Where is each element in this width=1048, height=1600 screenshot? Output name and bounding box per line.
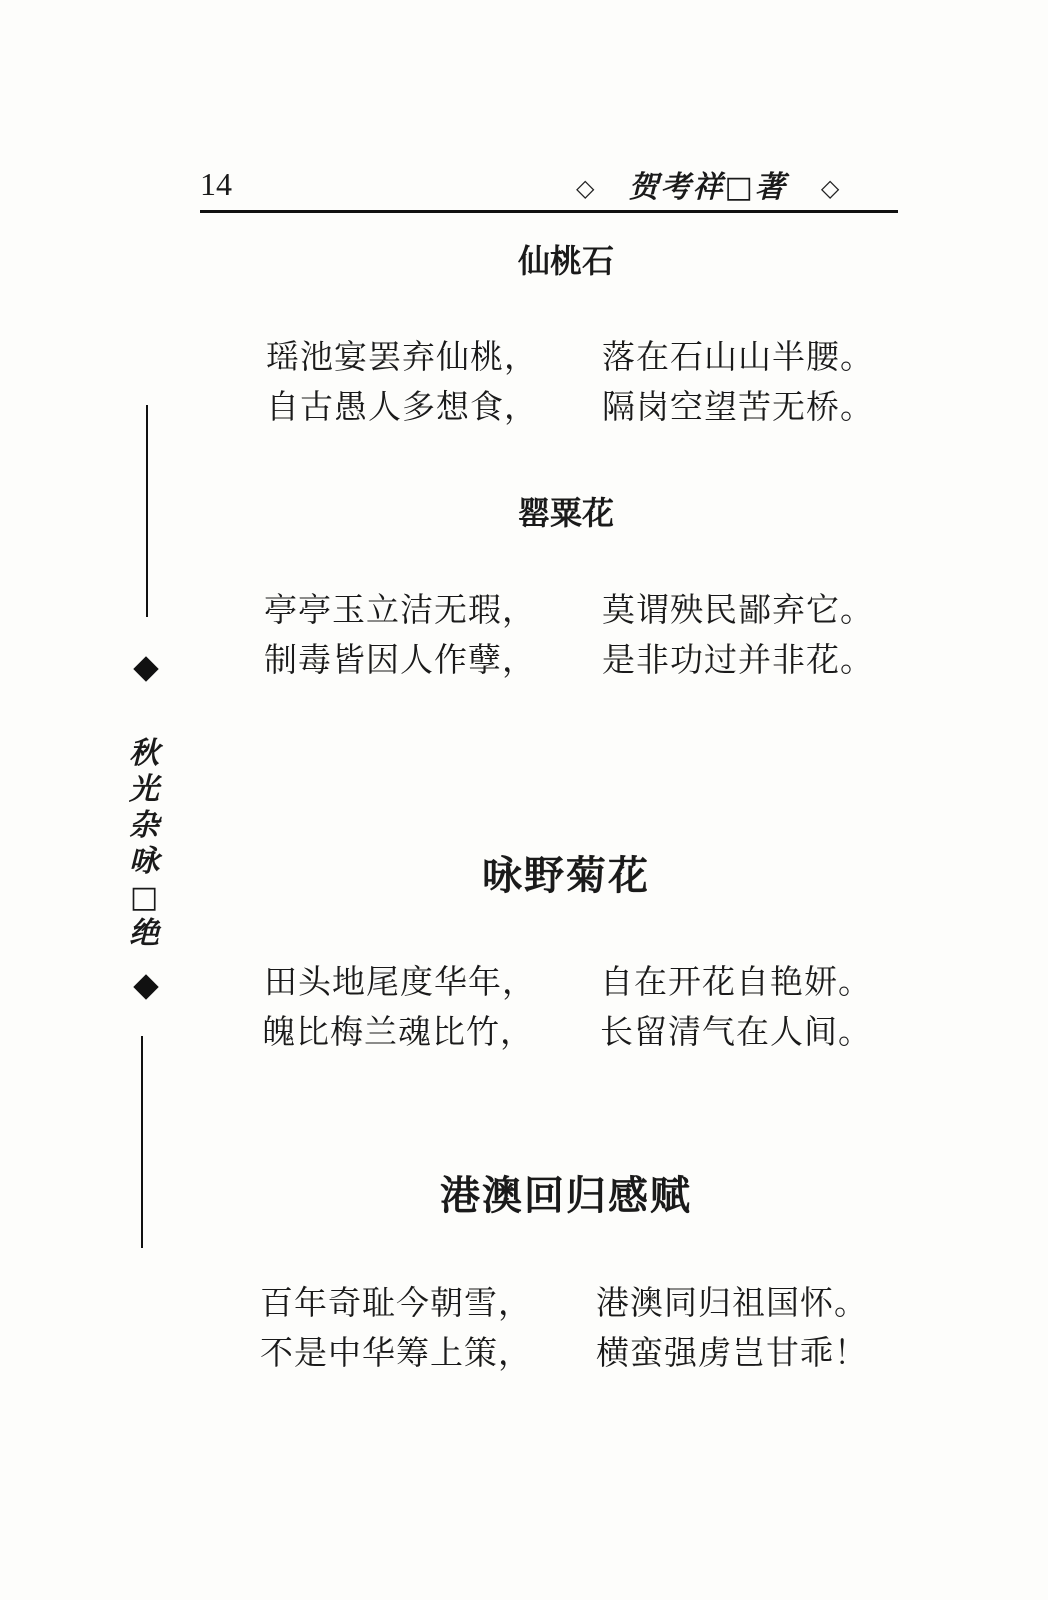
verse-line: 瑶池宴罢弃仙桃， — [266, 337, 538, 376]
author-name: 贺考祥□著 — [628, 170, 787, 205]
poem-title: 咏野菊花 — [482, 853, 650, 899]
verse-line: 田头地尾度华年， — [264, 962, 536, 1001]
verse-line: 制毒皆因人作孽， — [264, 640, 536, 679]
poem-title: 罂粟花 — [517, 494, 614, 532]
verse-line: 是非功过并非花。 — [602, 640, 874, 679]
diamond-filled-icon — [133, 656, 158, 681]
verse-line: 横蛮强虏岂甘乖！ — [596, 1333, 868, 1372]
diamond-outline-icon: ◇ — [576, 174, 595, 202]
verse-line: 不是中华筹上策， — [260, 1333, 532, 1372]
verse-line: 亭亭玉立洁无瑕， — [264, 590, 536, 629]
side-title-char: 绝 — [129, 916, 159, 951]
poem-title: 港澳回归感赋 — [440, 1173, 692, 1219]
side-title-char: 秋 — [129, 736, 159, 771]
side-title-char: □ — [129, 880, 159, 915]
verse-line: 百年奇耻今朝雪， — [260, 1283, 532, 1322]
side-divider-bottom — [141, 1036, 143, 1248]
verse-line: 港澳同归祖国怀。 — [596, 1283, 868, 1322]
poem-title: 仙桃石 — [517, 242, 614, 280]
verse-line: 自在开花自艳妍。 — [600, 962, 872, 1001]
verse-line: 魄比梅兰魂比竹， — [262, 1012, 534, 1051]
verse-line: 长留清气在人间。 — [600, 1012, 872, 1051]
side-title-char: 杂 — [129, 808, 159, 843]
diamond-outline-icon: ◇ — [820, 174, 840, 202]
verse-line: 隔岗空望苦无桥。 — [602, 387, 874, 426]
verse-line: 自古愚人多想食， — [266, 387, 538, 426]
verse-line: 落在石山山半腰。 — [602, 337, 874, 376]
running-header — [576, 170, 896, 206]
side-divider-top — [146, 405, 148, 617]
side-collection-title — [124, 736, 164, 952]
diamond-filled-icon — [133, 974, 158, 999]
verse-line: 莫谓殃民鄙弃它。 — [602, 590, 874, 629]
header-rule — [200, 210, 898, 213]
page-number: 14 — [200, 166, 232, 202]
side-title-char: 光 — [129, 772, 159, 807]
side-title-char: 咏 — [129, 844, 159, 879]
